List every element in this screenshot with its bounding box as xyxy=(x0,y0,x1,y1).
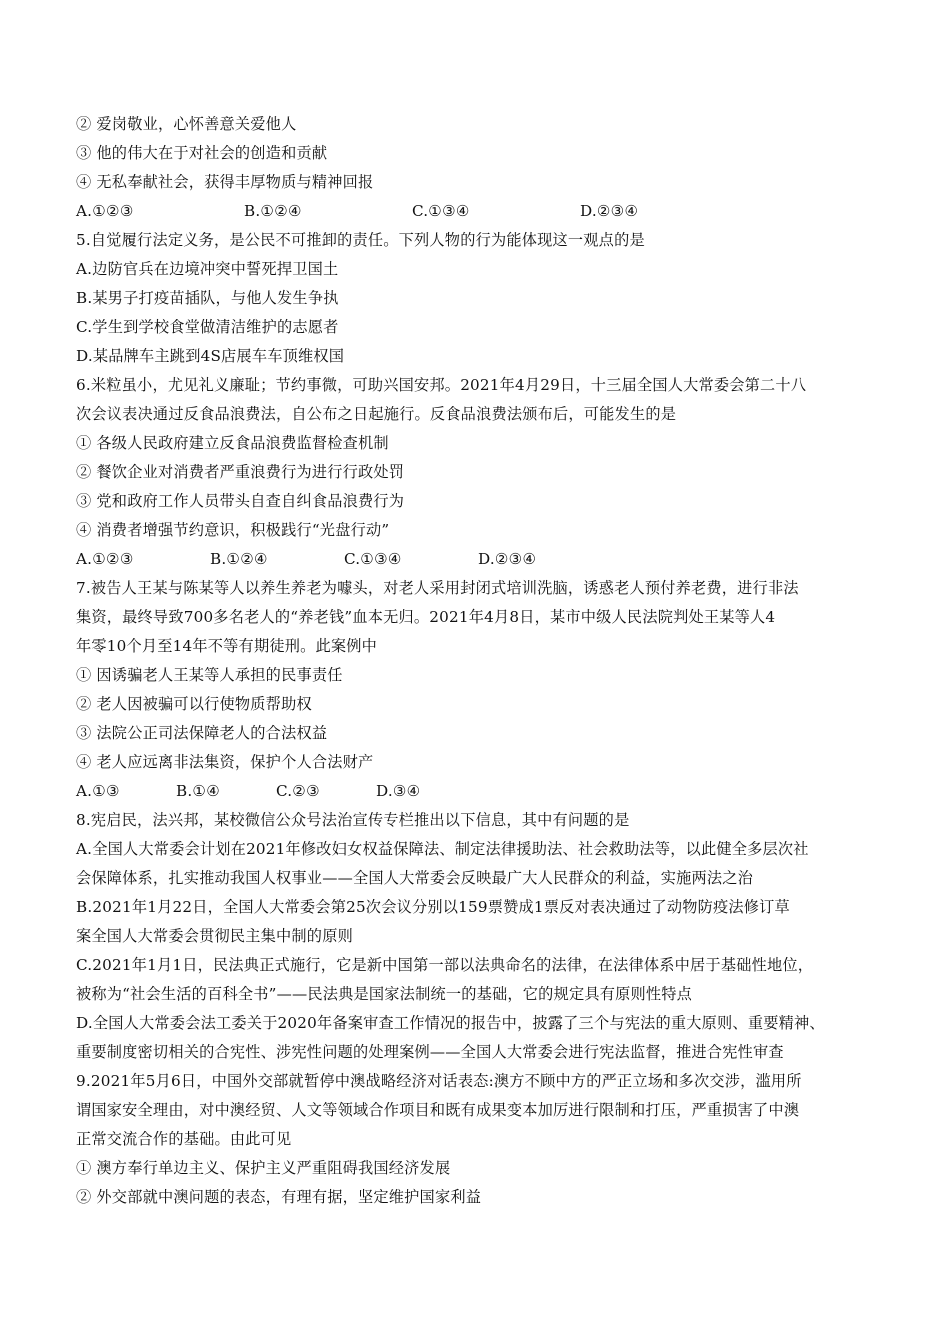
question-9-stem: 谓国家安全理由，对中澳经贸、人文等领域合作项目和既有成果变本加厉进行限制和打压，严重损害了中澳 xyxy=(76,1101,800,1119)
answer-choices-q4 xyxy=(76,197,876,226)
question-5-stem: 5.自觉履行法定义务，是公民不可推卸的责任。下列人物的行为能体现这一观点的是 xyxy=(76,231,645,249)
choice-d: D.③④ xyxy=(376,782,421,800)
question-8-stem: 8.宪启民，法兴邦，某校微信公众号法治宣传专栏推出以下信息，其中有问题的是 xyxy=(76,811,630,829)
question-5-option: C.学生到学校食堂做清洁维护的志愿者 xyxy=(76,318,339,336)
question-9-stem: 9.2021年5月6日，中国外交部就暂停中澳战略经济对话表态:澳方不顾中方的严正立场和多次交涉，滥用所 xyxy=(76,1072,802,1090)
question-6-item: ③ 党和政府工作人员带头自查自纠食品浪费行为 xyxy=(76,492,405,510)
exam-page xyxy=(76,110,876,1212)
question-6-item: ④ 消费者增强节约意识，积极践行“光盘行动” xyxy=(76,521,390,539)
option-line: ③ 他的伟大在于对社会的创造和贡献 xyxy=(76,144,328,162)
choice-d: D.②③④ xyxy=(478,550,537,568)
question-7-stem: 7.被告人王某与陈某等人以养生养老为噱头，对老人采用封闭式培训洗脑，诱惑老人预付养老费，进行非法 xyxy=(76,579,799,597)
question-8-option: C.2021年1月1日，民法典正式施行，它是新中国第一部以法典命名的法律，在法律体系中居于基础性地位， xyxy=(76,956,814,974)
question-7-item: ③ 法院公正司法保障老人的合法权益 xyxy=(76,724,328,742)
question-7-item: ① 因诱骗老人王某等人承担的民事责任 xyxy=(76,666,343,684)
question-8-option: 案全国人大常委会贯彻民主集中制的原则 xyxy=(76,927,353,945)
question-9-item: ① 澳方奉行单边主义、保护主义严重阻碍我国经济发展 xyxy=(76,1159,451,1177)
choice-a: A.①②③ xyxy=(76,550,134,568)
choice-a: A.①②③ xyxy=(76,202,134,220)
question-5-option: A.边防官兵在边境冲突中誓死捍卫国土 xyxy=(76,260,339,278)
choice-c: C.①③④ xyxy=(344,550,402,568)
question-7-stem: 集资，最终导致700多名老人的“养老钱”血本无归。2021年4月8日，某市中级人民法院判处王某等人4 xyxy=(76,608,776,626)
question-7-stem: 年零10个月至14年不等有期徒刑。此案例中 xyxy=(76,637,378,655)
question-9-stem: 正常交流合作的基础。由此可见 xyxy=(76,1130,292,1148)
choice-b: B.①②④ xyxy=(244,202,302,220)
choice-c: C.①③④ xyxy=(412,202,470,220)
option-line: ④ 无私奉献社会，获得丰厚物质与精神回报 xyxy=(76,173,374,191)
question-8-option: D.全国人大常委会法工委关于2020年备案审查工作情况的报告中，披露了三个与宪法的重大原则、重要精神、 xyxy=(76,1014,825,1032)
option-line: ② 爱岗敬业，心怀善意关爱他人 xyxy=(76,115,297,133)
answer-choices-q6 xyxy=(76,545,876,574)
question-6-stem: 6.米粒虽小，尤见礼义廉耻；节约事微，可助兴国安邦。2021年4月29日，十三届全国人大常委会第二十八 xyxy=(76,376,807,394)
question-6-item: ② 餐饮企业对消费者严重浪费行为进行行政处罚 xyxy=(76,463,405,481)
question-8-option: 被称为“社会生活的百科全书”——民法典是国家法制统一的基础，它的规定具有原则性特点 xyxy=(76,985,693,1003)
question-7-item: ④ 老人应远离非法集资，保护个人合法财产 xyxy=(76,753,374,771)
choice-b: B.①②④ xyxy=(210,550,268,568)
choice-d: D.②③④ xyxy=(580,202,639,220)
choice-a: A.①③ xyxy=(76,782,120,800)
question-5-option: B.某男子打疫苗插队，与他人发生争执 xyxy=(76,289,339,307)
question-6-item: ① 各级人民政府建立反食品浪费监督检查机制 xyxy=(76,434,389,452)
choice-c: C.②③ xyxy=(276,782,320,800)
question-8-option: 重要制度密切相关的合宪性、涉宪性问题的处理案例——全国人大常委会进行宪法监督，推进合宪性审查 xyxy=(76,1043,784,1061)
question-6-stem: 次会议表决通过反食品浪费法，自公布之日起施行。反食品浪费法颁布后，可能发生的是 xyxy=(76,405,677,423)
question-8-option: B.2021年1月22日，全国人大常委会第25次会议分别以159票赞成1票反对表决通过了动物防疫法修订草 xyxy=(76,898,790,916)
question-8-option: A.全国人大常委会计划在2021年修改妇女权益保障法、制定法律援助法、社会救助法等，以此健全多层次社 xyxy=(76,840,809,858)
choice-b: B.①④ xyxy=(176,782,221,800)
answer-choices-q7 xyxy=(76,777,876,806)
question-7-item: ② 老人因被骗可以行使物质帮助权 xyxy=(76,695,312,713)
question-5-option: D.某品牌车主跳到4S店展车车顶维权国 xyxy=(76,347,345,365)
question-8-option: 会保障体系，扎实推动我国人权事业——全国人大常委会反映最广大人民群众的利益，实施两法之治 xyxy=(76,869,754,887)
question-9-item: ② 外交部就中澳问题的表态，有理有据，坚定维护国家利益 xyxy=(76,1188,482,1206)
